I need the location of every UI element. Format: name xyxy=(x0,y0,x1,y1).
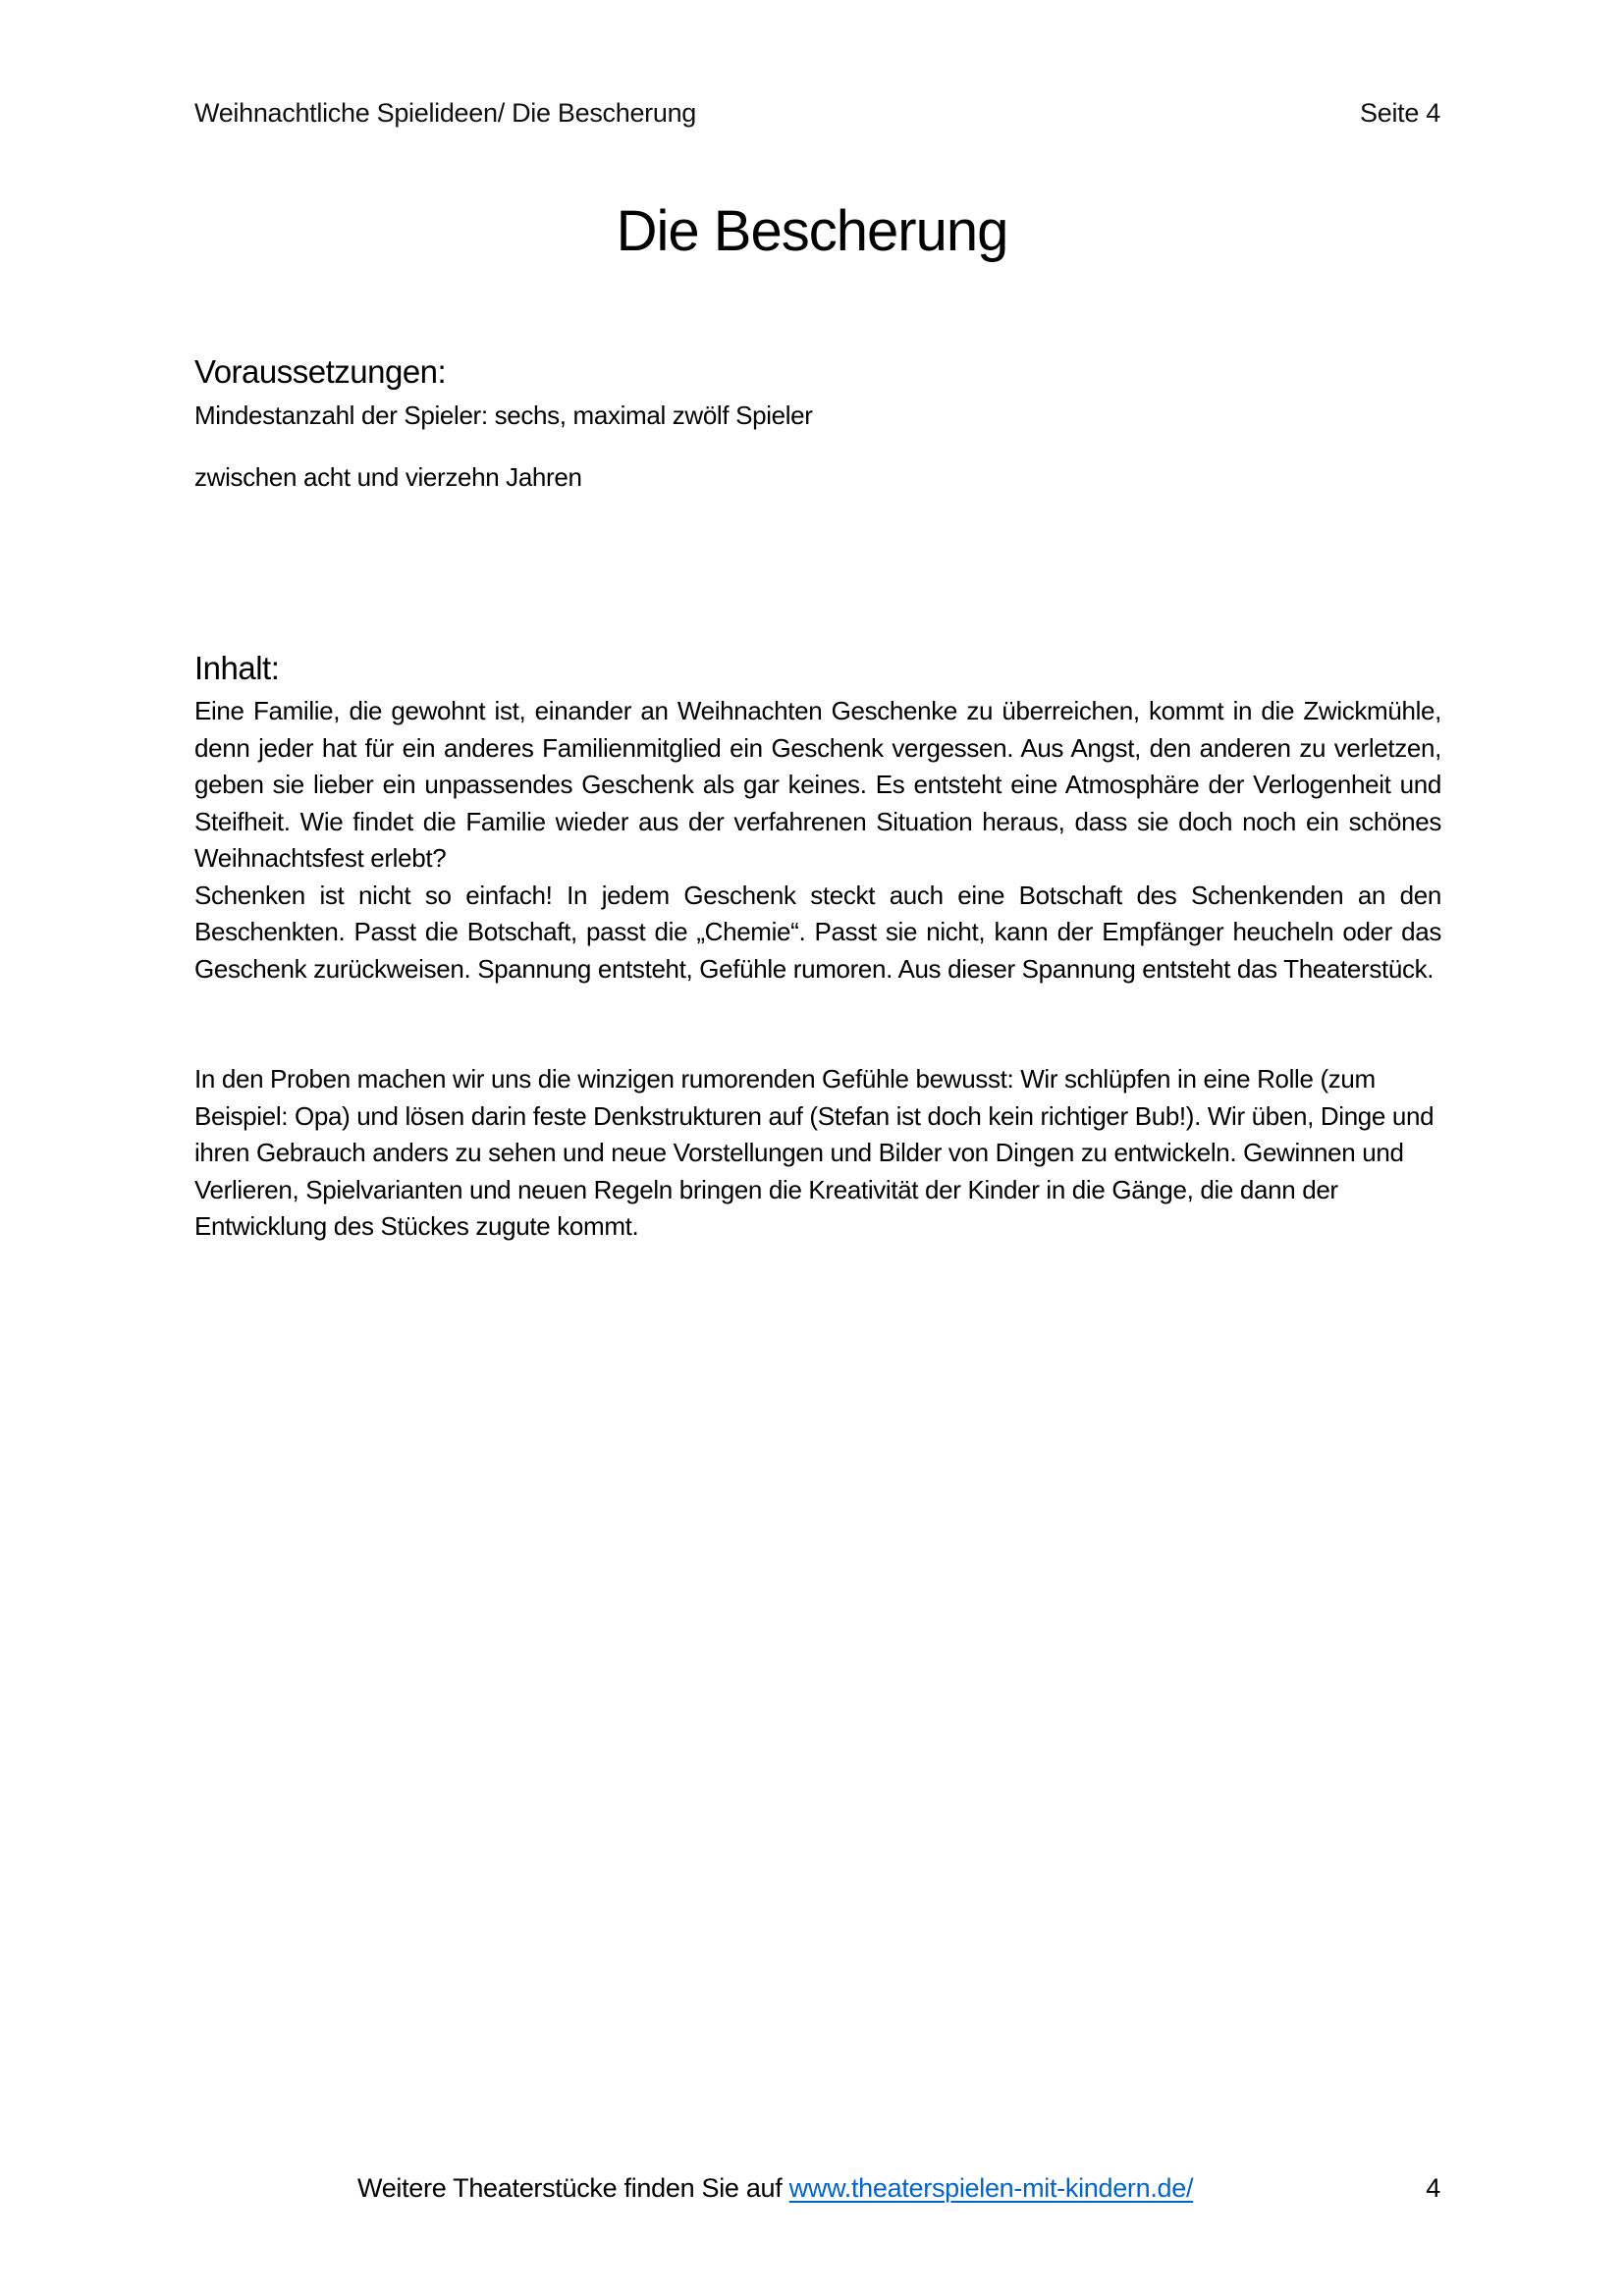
website-link[interactable]: www.theaterspielen-mit-kindern.de/ xyxy=(788,2173,1194,2203)
inhalt-paragraph-1: Eine Familie, die gewohnt ist, einander an Weihnachten Geschenke zu überreichen, kommt in die Zwickmühle, denn jeder hat für ein anderes Familienmitglied ein Geschenk vergessen. Aus Angst, den anderen zu verletzen, geben sie lieber ein unpassendes Geschenk als gar keines. Es entsteht eine Atmosphäre der Verlogenheit und Steifheit. Wie findet die Familie wieder aus der verfahrenen Situation heraus, dass sie doch noch ein schönes Weihnachtsfest erlebt? xyxy=(194,696,1441,873)
page-footer xyxy=(357,2173,1440,2204)
footer-text: Weitere Theaterstücke finden Sie auf xyxy=(357,2173,789,2203)
header-document-title: Weihnachtliche Spielideen/ Die Bescherung xyxy=(194,98,697,128)
header-page-label: Seite 4 xyxy=(1360,98,1440,128)
page-title: Die Bescherung xyxy=(616,199,1008,263)
inhalt-paragraph-2: Schenken ist nicht so einfach! In jedem Geschenk steckt auch eine Botschaft des Schenkenden an den Beschenkten. Passt die Botschaft, passt die „Chemie“. Passt sie nicht, kann der Empfänger heucheln oder das Geschenk zurückweisen. Spannung entsteht, Gefühle rumoren. Aus dieser Spannung entsteht das Theaterstück. xyxy=(194,880,1441,984)
heading-inhalt: Inhalt: xyxy=(194,650,280,686)
inhalt-paragraph-3: In den Proben machen wir uns die winzigen rumorenden Gefühle bewusst: Wir schlüpfen in eine Rolle (zum Beispiel: Opa) und lösen darin feste Denkstrukturen auf (Stefan ist doch kein richtiger Bub!). Wir üben, Dinge und ihren Gebrauch anders zu sehen und neue Vorstellungen und Bilder von Dingen zu entwickeln. Gewinnen und Verlieren, Spielvarianten und neuen Regeln bringen die Kreativität der Kinder in die Gänge, die dann der Entwicklung des Stückes zugute kommt. xyxy=(194,1064,1435,1241)
requirement-player-count: Mindestanzahl der Spieler: sechs, maximal zwölf Spieler xyxy=(194,400,813,430)
footer-page-number: 4 xyxy=(1426,2173,1440,2203)
inhalt-body xyxy=(194,693,1441,988)
heading-voraussetzungen: Voraussetzungen: xyxy=(194,353,447,390)
page-header xyxy=(194,98,1440,129)
inhalt-proben xyxy=(194,1061,1441,1246)
requirement-age-range: zwischen acht und vierzehn Jahren xyxy=(194,462,582,492)
